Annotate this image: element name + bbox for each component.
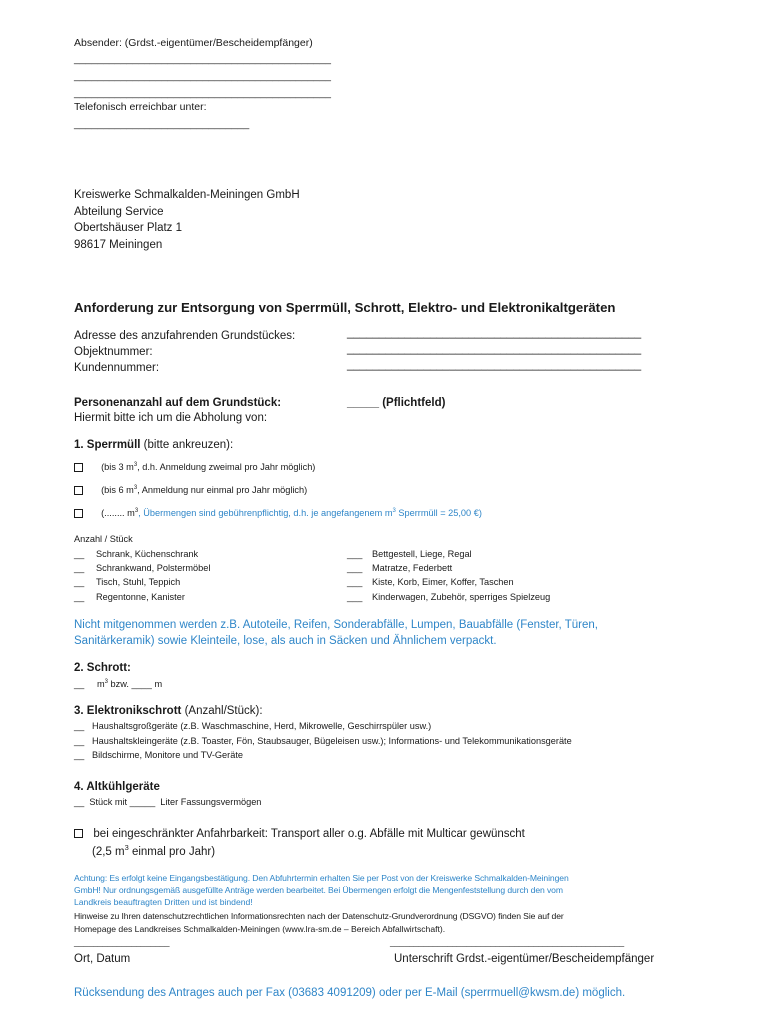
notice-line-3: Landkreis beauftragten Dritten und ist bindend!	[74, 897, 253, 907]
schrott-text-b[interactable]: bzw. ____ m	[107, 679, 163, 689]
item-marker[interactable]: ___	[347, 549, 363, 559]
object-number-label: Objektnummer:	[74, 346, 153, 358]
required-note: (Pflichtfeld)	[382, 397, 446, 409]
option-extra-sup-2: 3	[392, 507, 396, 514]
elektro-item-3[interactable]	[74, 750, 243, 760]
elektro-item-2[interactable]	[74, 736, 572, 746]
item-left-2[interactable]	[74, 563, 211, 573]
notice-line-2: GmbH! Nur ordnungsgemäß ausgefüllte Anträge werden bearbeitet. Bei Übermengen erfolgt die Mengenfeststellung durch den vom	[74, 885, 563, 895]
item-label: Haushaltskleingeräte (z.B. Toaster, Fön, Staubsauger, Bügeleisen usw.); Informations- und Telekommunikationsgeräte	[92, 736, 572, 746]
count-label: Anzahl / Stück	[74, 534, 133, 544]
item-label: Kinderwagen, Zubehör, sperriges Spielzeug	[372, 592, 551, 602]
sperrmuell-heading	[74, 439, 233, 451]
recipient-department: Abteilung Service	[74, 206, 164, 218]
elektro-item-1[interactable]	[74, 721, 432, 731]
elektro-note: (Anzahl/Stück):	[184, 705, 263, 717]
option-6m-sup: 3	[133, 484, 138, 491]
item-label: Tisch, Stuhl, Teppich	[96, 577, 181, 587]
customer-number-label: Kundennummer:	[74, 362, 160, 374]
place-date-line[interactable]: ____________________	[74, 937, 170, 947]
option-extra-sup-1: 3	[134, 507, 139, 514]
schrott-sup: 3	[104, 678, 108, 685]
multicar-sup: 3	[124, 843, 129, 853]
privacy-line-2: Homepage des Landkreises Schmalkalden-Meiningen (www.lra-sm.de – Bereich Abfallwirtschaft).	[74, 924, 446, 934]
recipient-company: Kreiswerke Schmalkalden-Meiningen GmbH	[74, 189, 300, 201]
form-title: Anforderung zur Entsorgung von Sperrmüll, Schrott, Elektro- und Elektronikaltgeräten	[74, 300, 616, 315]
schrott-heading: 2. Schrott:	[74, 662, 131, 674]
item-marker[interactable]: __	[74, 577, 85, 587]
item-marker[interactable]: __	[74, 563, 85, 573]
elektro-title: 3. Elektronikschrott	[74, 705, 182, 717]
option-3m-text-a: (bis 3 m	[101, 462, 134, 472]
address-label: Adresse des anzufahrenden Grundstückes:	[74, 330, 296, 342]
object-number-field[interactable]: ______________________________________________	[347, 343, 642, 355]
item-right-3[interactable]	[347, 577, 514, 587]
address-field[interactable]: ______________________________________________	[347, 327, 642, 339]
persons-blank[interactable]: _____	[347, 397, 379, 409]
sender-line-1[interactable]: ____________________________________________	[74, 53, 331, 65]
item-label: Bildschirme, Monitore und TV-Geräte	[92, 750, 243, 760]
checkbox-6m[interactable]	[74, 486, 83, 495]
item-left-4[interactable]	[74, 592, 185, 602]
exclusion-note-line-2: Sanitärkeramik) sowie Kleinteile, lose, als auch in Säcken und Ähnlichem verpackt.	[74, 635, 497, 647]
signature-label: Unterschrift Grdst.-eigentümer/Bescheidempfänger	[394, 953, 655, 965]
schrott-line[interactable]	[74, 679, 162, 689]
sperrmuell-option-6m[interactable]	[74, 485, 307, 495]
item-marker[interactable]: ___	[347, 563, 363, 573]
checkbox-extra[interactable]	[74, 509, 83, 518]
sperrmuell-option-extra[interactable]	[74, 508, 482, 518]
option-6m-text-a: (bis 6 m	[101, 485, 134, 495]
privacy-line-1: Hinweise zu Ihren datenschutzrechtlichen Informationsrechten nach der Datenschutz-Grundverordnung (DSGVO) finden Sie auf der	[74, 911, 564, 921]
item-left-1[interactable]	[74, 549, 199, 559]
item-marker[interactable]: __	[74, 721, 85, 731]
item-marker[interactable]: __	[74, 750, 85, 760]
persons-label: Personenanzahl auf dem Grundstück:	[74, 397, 282, 409]
option-extra-text-b: , Übermengen sind gebührenpflichtig, d.h. je angefangenem m	[138, 508, 393, 518]
schrott-text-a[interactable]: __ m	[74, 679, 105, 689]
option-extra-text-a: (........ m	[101, 508, 135, 518]
item-label: Schrankwand, Polstermöbel	[96, 563, 211, 573]
item-left-3[interactable]	[74, 577, 181, 587]
exclusion-note-line-1: Nicht mitgenommen werden z.B. Autoteile, Reifen, Sonderabfälle, Lumpen, Bauabfälle (Fenster, Türen,	[74, 619, 598, 631]
altkuehl-line[interactable]: __ Stück mit _____ Liter Fassungsvermögen	[74, 797, 262, 807]
sperrmuell-title: 1. Sperrmüll	[74, 439, 141, 451]
multicar-option[interactable]	[74, 828, 525, 840]
place-date-label: Ort, Datum	[74, 953, 131, 965]
persons-field[interactable]	[347, 397, 445, 409]
item-marker[interactable]: __	[74, 592, 85, 602]
item-right-1[interactable]	[347, 549, 472, 559]
phone-line[interactable]: ______________________________	[74, 118, 250, 130]
sender-line-3[interactable]: ____________________________________________	[74, 87, 331, 99]
sender-line-2[interactable]: ____________________________________________	[74, 70, 331, 82]
notice-line-1: Achtung: Es erfolgt keine Eingangsbestätigung. Den Abfuhrtermin erhalten Sie per Post von der Kreiswerke Schmalkalden-Meiningen	[74, 873, 569, 883]
option-3m-sup: 3	[133, 461, 138, 468]
phone-label: Telefonisch erreichbar unter:	[74, 101, 207, 113]
recipient-street: Obertshäuser Platz 1	[74, 222, 183, 234]
item-label: Regentonne, Kanister	[96, 592, 185, 602]
altkuehl-heading: 4. Altkühlgeräte	[74, 781, 160, 793]
item-label: Schrank, Küchenschrank	[96, 549, 199, 559]
multicar-note-b: einmal pro Jahr)	[128, 846, 216, 858]
item-label: Kiste, Korb, Eimer, Koffer, Taschen	[372, 577, 514, 587]
sender-label: Absender: (Grdst.-eigentümer/Bescheidempfänger)	[74, 37, 313, 49]
recipient-city: 98617 Meiningen	[74, 239, 163, 251]
item-marker[interactable]: __	[74, 549, 85, 559]
multicar-note-a: (2,5 m	[92, 846, 125, 858]
item-marker[interactable]: ___	[347, 592, 363, 602]
checkbox-3m[interactable]	[74, 463, 83, 472]
sperrmuell-option-3m[interactable]	[74, 462, 315, 472]
item-label: Matratze, Federbett	[372, 563, 453, 573]
multicar-note	[92, 843, 216, 858]
item-right-2[interactable]	[347, 563, 453, 573]
option-extra-text-c: Sperrmüll = 25,00 €)	[395, 508, 482, 518]
customer-number-field[interactable]: ______________________________________________	[347, 359, 642, 371]
sperrmuell-note: (bitte ankreuzen):	[143, 439, 234, 451]
item-right-4[interactable]	[347, 592, 551, 602]
request-text: Hiermit bitte ich um die Abholung von:	[74, 412, 268, 424]
item-marker[interactable]: __	[74, 736, 85, 746]
option-6m-text-b: , Anmeldung nur einmal pro Jahr möglich)	[137, 485, 308, 495]
multicar-text: bei eingeschränkter Anfahrbarkeit: Transport aller o.g. Abfälle mit Multicar gewünscht	[93, 828, 525, 840]
item-label: Bettgestell, Liege, Regal	[372, 549, 472, 559]
option-3m-text-b: , d.h. Anmeldung zweimal pro Jahr möglich)	[137, 462, 316, 472]
checkbox-multicar[interactable]	[74, 829, 83, 838]
item-label: Haushaltsgroßgeräte (z.B. Waschmaschine, Herd, Mikrowelle, Geschirrspüler usw.)	[92, 721, 432, 731]
elektro-heading	[74, 705, 263, 717]
signature-line[interactable]: _________________________________________________	[390, 937, 625, 947]
item-marker[interactable]: ___	[347, 577, 363, 587]
return-note: Rücksendung des Antrages auch per Fax (03683 4091209) oder per E-Mail (sperrmuell@kwsm.de) möglich.	[74, 987, 626, 999]
